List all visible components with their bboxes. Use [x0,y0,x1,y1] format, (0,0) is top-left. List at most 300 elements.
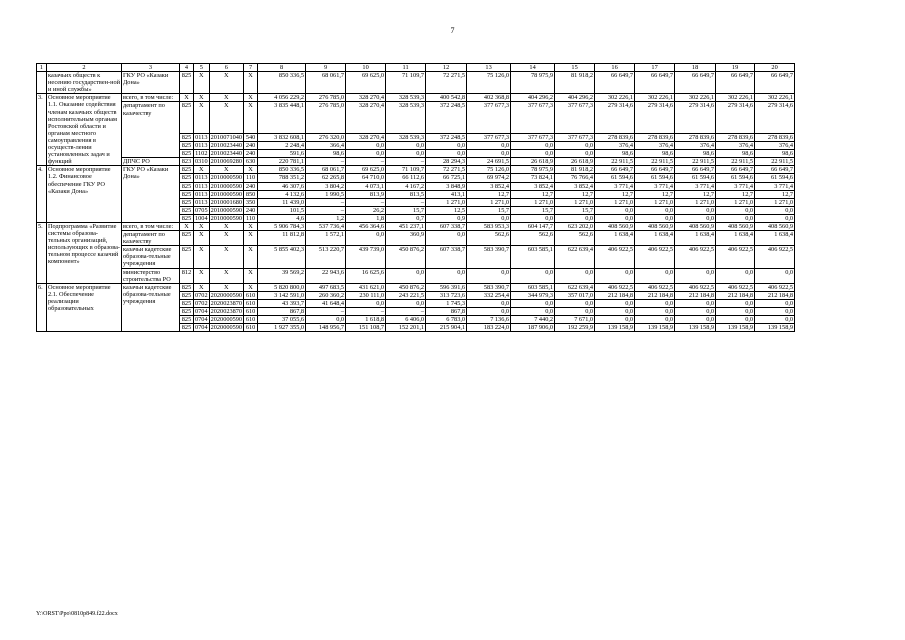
amount-cell: 0,0 [467,299,511,307]
code-cell: 825 [180,166,194,174]
amount-cell: 0,0 [675,214,716,222]
amount-cell: 377 677,3 [467,133,511,141]
amount-cell: 596 391,6 [426,283,467,291]
code-cell: Х [244,268,258,283]
file-path-footer: Y:\ORST\Ppo\0810p849.f22.docx [36,611,118,617]
responsible-executor: департамент по казачеству [122,231,180,246]
amount-cell: 0,0 [716,268,755,283]
amount-cell: 376,4 [635,142,675,150]
row-number: 3. [37,94,47,166]
code-cell: 2010023440 [210,142,243,150]
amount-cell: 497 683,5 [306,283,346,291]
code-cell: 0704 [195,316,208,324]
amount-cell: 451 237,1 [386,222,426,230]
code-cell: 0704 [195,324,208,332]
amount-cell: 1 638,4 [755,231,795,246]
amount-cell: 12,7 [511,190,555,198]
amount-cell: 22 911,5 [635,158,675,166]
code-cell: Х [194,72,210,94]
amount-cell: 0,0 [716,206,755,214]
amount-cell: 279 314,6 [716,102,755,133]
amount-cell: 366,4 [306,142,346,150]
code-cell: 610 [244,299,258,307]
code-cell: Х [209,102,243,133]
code-cell: 825 [180,283,194,291]
code-cell: Х [244,94,258,102]
amount-cell: 1 271,0 [511,198,555,206]
amount-cell: 562,6 [555,231,595,246]
amount-cell: 2 248,4 [258,142,306,150]
code-cell: 825 [180,291,194,299]
code-cell: 825 [180,316,194,324]
amount-cell: 1 271,0 [675,198,716,206]
amount-cell: 0,0 [635,268,675,283]
amount-cell: 4,6 [258,214,306,222]
row-number: 4. [37,166,47,223]
column-header: 5 [194,64,210,72]
code-cell: 2010001680 [210,198,243,206]
amount-cell: 0,0 [346,150,386,158]
amount-cell: 7 671,0 [555,316,595,324]
amount-cell: 406 922,5 [716,283,755,291]
amount-cell: 3 852,4 [555,182,595,190]
amount-cell: 0,0 [635,316,675,324]
amount-cell: 3 771,4 [755,182,795,190]
amount-cell: 0,0 [555,150,595,158]
responsible-executor: ГКУ РО «Казаки Дона» [122,72,180,94]
table-row [37,246,795,268]
amount-cell: 0,0 [386,150,426,158]
amount-cell: – [306,158,346,166]
amount-cell: 139 158,9 [716,324,755,332]
amount-cell: – [306,308,346,316]
code-cell: 825 [180,72,194,94]
amount-cell: 376,4 [595,142,635,150]
table-row [37,166,795,174]
amount-cell: 212 184,8 [635,291,675,299]
amount-cell: 1 271,0 [467,198,511,206]
amount-cell: 603 585,1 [511,246,555,268]
amount-cell: 1 638,4 [595,231,635,246]
amount-cell: 1 990,5 [306,190,346,198]
amount-cell: 0,0 [635,206,675,214]
amount-cell: 328 539,3 [386,102,426,133]
column-header: 7 [244,64,258,72]
amount-cell: 7 440,2 [511,316,555,324]
amount-cell: 46 307,6 [258,182,306,190]
code-cell: Х [194,283,210,291]
amount-cell: 139 158,9 [675,324,716,332]
column-header: 2 [47,64,122,72]
amount-cell: 0,0 [555,268,595,283]
code-cell: 2020000590 [210,316,243,324]
code-cell: 2020000590 [210,291,243,299]
code-cell: Х [244,283,258,291]
code-cell: Х [194,231,210,246]
amount-cell: 406 922,5 [635,246,675,268]
amount-cell: 408 560,9 [716,222,755,230]
row-name: Основное мероприятие 2.1. Обеспечение реализации образовательных [47,283,122,332]
amount-cell: 0,0 [467,308,511,316]
amount-cell: 98,6 [716,150,755,158]
amount-cell: 212 184,8 [595,291,635,299]
amount-cell: 66 649,7 [755,166,795,174]
amount-cell: 360,9 [386,231,426,246]
code-cell: 825 [180,206,194,214]
code-cell: 825 [180,174,194,182]
amount-cell: 12,7 [755,190,795,198]
code-cell: 825 [180,198,194,206]
amount-cell: 0,0 [675,268,716,283]
table-row [37,102,795,133]
amount-cell: 406 922,5 [716,246,755,268]
amount-cell: 0,0 [635,308,675,316]
amount-cell: 372 248,5 [426,102,467,133]
amount-cell: 183 224,0 [467,324,511,332]
amount-cell: 0,0 [555,142,595,150]
amount-cell: 276 785,0 [306,102,346,133]
row-name: казачьих обществ к несению государствен-ной и иной службы» [48,72,120,94]
amount-cell: 408 560,9 [635,222,675,230]
amount-cell: 400 542,8 [426,94,467,102]
amount-cell: 101,5 [258,206,306,214]
amount-cell: 22 911,5 [716,158,755,166]
row-name: Основное мероприятие 1.2. Финансовое обеспечение ГКУ РО «Казаки Дона» [47,166,122,223]
amount-cell: 0,0 [426,142,467,150]
amount-cell: 1 271,0 [555,198,595,206]
code-cell: 2020023870 [210,308,243,315]
amount-cell: 279 314,6 [635,102,675,133]
amount-cell: 1 271,0 [755,198,795,206]
amount-cell: – [306,198,346,206]
amount-cell: 11 439,0 [258,198,306,206]
amount-cell: 591,6 [258,150,306,158]
amount-cell: 12,7 [555,190,595,198]
column-header: 6 [209,64,243,72]
amount-cell: 279 314,6 [595,102,635,133]
row-name: Подпрограмма «Развитие системы образова-тельных организаций, использующих в образова-тельном процессе казачий компонент» [47,222,122,283]
amount-cell: 0,0 [346,231,386,246]
code-cell: 0705 [195,206,208,214]
amount-cell: 0,0 [386,299,426,307]
amount-cell: 607 338,7 [426,246,467,268]
code-cell: Х [194,102,210,133]
amount-cell: 7 136,6 [467,316,511,324]
amount-cell: 0,0 [755,206,795,214]
code-cell: 2020023870 [210,299,243,307]
amount-cell: 278 839,6 [716,133,755,141]
amount-cell: 4 132,6 [258,190,306,198]
amount-cell: 75 126,0 [467,72,511,94]
amount-cell: 212 184,8 [755,291,795,299]
code-cell: 0113 [195,198,208,206]
column-header: 19 [716,64,755,72]
amount-cell: 278 839,6 [635,133,675,141]
amount-cell: 66 649,7 [675,72,716,94]
amount-cell: 0,0 [755,214,795,222]
table-row [37,94,795,102]
amount-cell: 66 649,7 [716,166,755,174]
amount-cell: 0,0 [755,316,795,324]
amount-cell: 302 226,1 [595,94,635,102]
code-cell: Х [209,268,243,283]
amount-cell: 148 956,7 [306,324,346,332]
amount-cell: 1,8 [346,214,386,222]
code-cell: 0310 [195,158,208,166]
amount-cell: 3 771,4 [675,182,716,190]
amount-cell: 278 839,6 [675,133,716,141]
amount-cell: 66 649,7 [635,72,675,94]
amount-cell: 69 625,0 [346,166,386,174]
amount-cell: 6 783,0 [426,316,467,324]
amount-cell: 192 259,9 [555,324,595,332]
amount-cell: 0,0 [467,150,511,158]
amount-cell: 406 922,5 [595,283,635,291]
amount-cell: 68 061,7 [306,166,346,174]
amount-cell: 0,0 [595,316,635,324]
amount-cell: 0,0 [716,316,755,324]
amount-cell: 71 109,7 [386,72,426,94]
amount-cell: 0,9 [426,214,467,222]
amount-cell: 813,9 [346,190,386,198]
amount-cell: 0,7 [386,214,426,222]
row-number: 5. [37,222,47,283]
code-cell: Х [180,222,194,230]
amount-cell: 276 320,0 [306,133,346,141]
code-cell: 825 [180,150,194,158]
amount-cell: 3 804,2 [306,182,346,190]
column-header: 4 [180,64,194,72]
code-cell: 2010000590 [210,182,243,190]
amount-cell: 12,7 [467,190,511,198]
amount-cell: 61 594,6 [755,174,795,182]
amount-cell: 0,0 [511,150,555,158]
column-header: 12 [426,64,467,72]
amount-cell: 279 314,6 [675,102,716,133]
amount-cell: 66 112,6 [386,174,426,182]
amount-cell: 151 108,7 [346,324,386,332]
code-cell: Х [244,72,258,94]
code-cell: 823 [180,158,194,166]
amount-cell: 0,0 [716,308,755,316]
amount-cell: 5 906 784,3 [258,222,306,230]
amount-cell: 26,2 [346,206,386,214]
amount-cell: 0,0 [675,206,716,214]
amount-cell: 1 638,4 [716,231,755,246]
code-cell: 0113 [195,142,208,150]
amount-cell: 328 270,4 [346,133,386,141]
amount-cell: – [346,158,386,166]
responsible-executor: всего, в том числе: [122,94,180,102]
amount-cell: 69 974,2 [467,174,511,182]
amount-cell: 16 625,6 [346,268,386,283]
amount-cell: 72 271,5 [426,166,467,174]
amount-cell: 276 785,0 [306,94,346,102]
amount-cell: 230 111,0 [346,291,386,299]
amount-cell: 24 691,5 [467,158,511,166]
amount-cell: 66 649,7 [716,72,755,94]
code-cell: 2010000590 [210,206,243,214]
column-header: 9 [306,64,346,72]
amount-cell: 0,0 [306,316,346,324]
amount-cell: 0,0 [675,308,716,316]
amount-cell: 0,0 [426,150,467,158]
amount-cell: 3 852,4 [511,182,555,190]
amount-cell: 22 911,5 [755,158,795,166]
amount-cell: 408 560,9 [595,222,635,230]
code-cell: Х [194,268,210,283]
column-header: 17 [635,64,675,72]
amount-cell: 813,5 [386,190,426,198]
amount-cell: 622 639,4 [555,246,595,268]
amount-cell: – [306,206,346,214]
amount-cell: 1 618,8 [346,316,386,324]
amount-cell: 61 594,6 [716,174,755,182]
amount-cell: 139 158,9 [595,324,635,332]
amount-cell: 328 539,3 [386,133,426,141]
code-cell: Х [194,222,210,230]
code-cell: 0702 [195,299,208,307]
column-header: 8 [258,64,306,72]
code-cell: Х [244,231,258,246]
amount-cell: 3 832 608,1 [258,133,306,141]
amount-cell: 328 270,4 [346,94,386,102]
amount-cell: 404 296,2 [511,94,555,102]
amount-cell: 3 771,4 [635,182,675,190]
code-cell: 825 [180,231,194,246]
amount-cell: 12,7 [635,190,675,198]
code-cell: 825 [180,324,194,332]
amount-cell: 243 221,5 [386,291,426,299]
amount-cell: 215 904,1 [426,324,467,332]
amount-cell: 623 202,0 [555,222,595,230]
column-header: 18 [675,64,716,72]
amount-cell: 328 270,4 [346,102,386,133]
amount-cell: 583 390,7 [467,283,511,291]
amount-cell: 12,7 [675,190,716,198]
amount-cell: 68 061,7 [306,72,346,94]
code-cell: 0113 [195,190,208,198]
code-cell: Х [244,246,258,268]
amount-cell: 439 739,0 [346,246,386,268]
amount-cell: 22 911,5 [595,158,635,166]
amount-cell: 604 147,7 [511,222,555,230]
amount-cell: 278 839,6 [755,133,795,141]
amount-cell: 4 073,1 [346,182,386,190]
amount-cell: 22 943,6 [306,268,346,283]
amount-cell: 313 723,6 [426,291,467,299]
table-row [37,231,795,246]
amount-cell: 66 649,7 [595,72,635,94]
amount-cell: 11 812,8 [258,231,306,246]
amount-cell: 0,0 [386,142,426,150]
code-cell: 240 [244,182,258,190]
amount-cell: 212 184,8 [675,291,716,299]
amount-cell: – [386,198,426,206]
amount-cell: 4 167,2 [386,182,426,190]
amount-cell: 406 922,5 [635,283,675,291]
amount-cell: 279 314,6 [755,102,795,133]
amount-cell: 98,6 [306,150,346,158]
amount-cell: 0,0 [595,206,635,214]
code-cell: 0113 [195,133,208,141]
amount-cell: 76 766,4 [555,174,595,182]
amount-cell: 78 975,9 [511,166,555,174]
amount-cell: 12,7 [595,190,635,198]
amount-cell: 61 594,6 [595,174,635,182]
code-cell: 825 [180,190,194,198]
code-cell: Х [194,94,210,102]
amount-cell: 64 710,0 [346,174,386,182]
responsible-executor: ГКУ РО «Казаки Дона» [122,166,180,223]
amount-cell: 0,0 [346,142,386,150]
amount-cell: – [346,198,386,206]
amount-cell: 212 184,8 [716,291,755,299]
amount-cell: 98,6 [635,150,675,158]
amount-cell: 12,5 [426,206,467,214]
amount-cell: 66 649,7 [595,166,635,174]
responsible-executor: министерство строительства РО [122,268,180,283]
amount-cell: 278 839,6 [595,133,635,141]
amount-cell: 406 922,5 [755,246,795,268]
amount-cell: 61 594,6 [675,174,716,182]
amount-cell: 513 220,7 [306,246,346,268]
code-cell: Х [244,102,258,133]
amount-cell: 43 393,7 [258,299,306,307]
code-cell: Х [209,166,243,174]
amount-cell: 788 351,2 [258,174,306,182]
amount-cell: 1 271,0 [716,198,755,206]
amount-cell: 41 648,4 [306,299,346,307]
amount-cell: 377 677,3 [511,133,555,141]
code-cell: 825 [180,214,194,222]
amount-cell: 867,8 [426,308,467,316]
amount-cell: 583 953,3 [467,222,511,230]
amount-cell: 3 852,4 [467,182,511,190]
code-cell: 630 [244,158,258,166]
code-cell: 825 [180,182,194,190]
amount-cell: 69 625,0 [346,72,386,94]
amount-cell: 187 906,0 [511,324,555,332]
amount-cell: 81 918,2 [555,166,595,174]
amount-cell: 39 569,2 [258,268,306,283]
code-cell: Х [209,231,243,246]
amount-cell: 0,0 [555,299,595,307]
amount-cell: 15,7 [555,206,595,214]
code-cell: 825 [180,299,194,307]
page-number: 7 [450,26,455,35]
amount-cell: 376,4 [675,142,716,150]
amount-cell: 850 336,5 [258,72,306,94]
amount-cell: 408 560,9 [675,222,716,230]
amount-cell: 5 820 800,0 [258,283,306,291]
code-cell: 850 [244,190,258,198]
amount-cell: 26 618,9 [555,158,595,166]
amount-cell: 376,4 [716,142,755,150]
table-row [37,72,795,94]
amount-cell: 73 824,1 [511,174,555,182]
responsible-executor: казачьи кадетские образова-тельные учреждения [122,283,180,332]
amount-cell: – [346,308,386,316]
code-cell: 825 [180,308,194,316]
amount-cell: 0,0 [511,268,555,283]
amount-cell: 3 771,4 [716,182,755,190]
amount-cell: 66 649,7 [635,166,675,174]
amount-cell: 0,0 [467,214,511,222]
amount-cell: 98,6 [755,150,795,158]
amount-cell: 62 265,8 [306,174,346,182]
amount-cell: 302 226,1 [635,94,675,102]
